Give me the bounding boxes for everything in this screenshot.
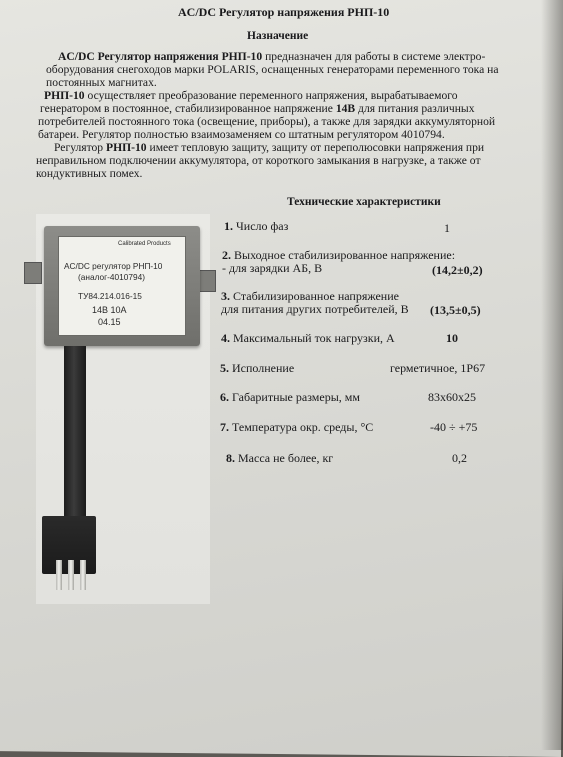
- spec-row-7: 7. Температура окр. среды, °С: [220, 420, 374, 434]
- mounting-ear-left: [24, 262, 42, 284]
- paragraph-1-line-3: постоянных магнитах.: [46, 76, 157, 89]
- document-title: AC/DC Регулятор напряжения РНП-10: [178, 5, 390, 19]
- connector-pin-2: [68, 560, 74, 590]
- page-edge-shadow: [541, 0, 563, 750]
- paragraph-2-line-1: РНП-10 осуществляет преобразование переменного напряжения, вырабатываемого: [44, 89, 458, 102]
- spec-row-4: 4. Максимальный ток нагрузки, А: [221, 331, 395, 345]
- paragraph-3-line-2: неправильном подключении аккумулятора, от короткого замыкания в нагрузке, а также от: [36, 154, 481, 167]
- paragraph-1-line-1: AC/DC Регулятор напряжения РНП-10 предназначен для работы в системе электро-: [58, 50, 486, 63]
- device-label-line-5: 04.15: [98, 317, 121, 327]
- paragraph-2-line-4: батареи. Регулятор полностью взаимозаменяем со штатным регулятором 4010794.: [38, 128, 445, 141]
- spec-row-5: 5. Исполнение: [220, 361, 295, 375]
- spec-value-6: 83х60х25: [428, 390, 476, 404]
- spec-value-1: 1: [444, 221, 450, 235]
- device-label-line-2: (аналог-4010794): [78, 272, 145, 282]
- paragraph-3-line-3: кондуктивных помех.: [36, 167, 143, 180]
- specs-heading: Технические характеристики: [287, 196, 441, 208]
- spec-value-3: (13,5±0,5): [430, 303, 481, 317]
- spec-row-3-sub: для питания других потребителей, В: [221, 302, 409, 316]
- device-label-line-3: ТУ84.214.016-15: [78, 291, 142, 301]
- paragraph-2-line-3: потребителей постоянного тока (освещение, приборы), а также для зарядки аккумуляторной: [38, 115, 496, 128]
- connector-pin-3: [80, 560, 86, 590]
- section-heading-purpose: Назначение: [247, 30, 309, 42]
- spec-value-2: (14,2±0,2): [432, 263, 483, 277]
- device-label-line-4: 14В 10А: [92, 305, 127, 315]
- spec-row-2-sub: - для зарядки АБ, В: [222, 261, 323, 275]
- device-label-line-1: AC/DC регулятор РНП-10: [64, 261, 163, 271]
- spec-row-1: 1. Число фаз: [224, 219, 289, 233]
- spec-value-4: 10: [446, 331, 458, 345]
- spec-row-2: 2. Выходное стабилизированное напряжение:: [222, 248, 456, 262]
- paragraph-2-line-2: генератором в постоянное, стабилизированное напряжение 14В для питания различных: [40, 102, 475, 115]
- device-label: [58, 236, 186, 336]
- spec-row-8: 8. Масса не более, кг: [226, 451, 334, 465]
- spec-value-7: -40 ÷ +75: [430, 420, 478, 434]
- spec-value-5: герметичное, 1Р67: [390, 361, 486, 375]
- device-label-brand: Calibrated Products: [118, 241, 171, 247]
- paragraph-3-line-1: Регулятор РНП-10 имеет тепловую защиту, защиту от переполюсовки напряжения при: [54, 141, 485, 154]
- mounting-ear-right: [198, 270, 216, 292]
- spec-value-8: 0,2: [452, 451, 467, 465]
- connector-pin-1: [56, 560, 62, 590]
- paragraph-1-line-2: оборудования снегоходов марки POLARIS, оснащенных генераторами переменного тока на: [46, 63, 499, 76]
- spec-row-6: 6. Габаритные размеры, мм: [220, 390, 360, 404]
- cable: [64, 346, 86, 518]
- spec-row-3: 3. Стабилизированное напряжение: [221, 289, 399, 303]
